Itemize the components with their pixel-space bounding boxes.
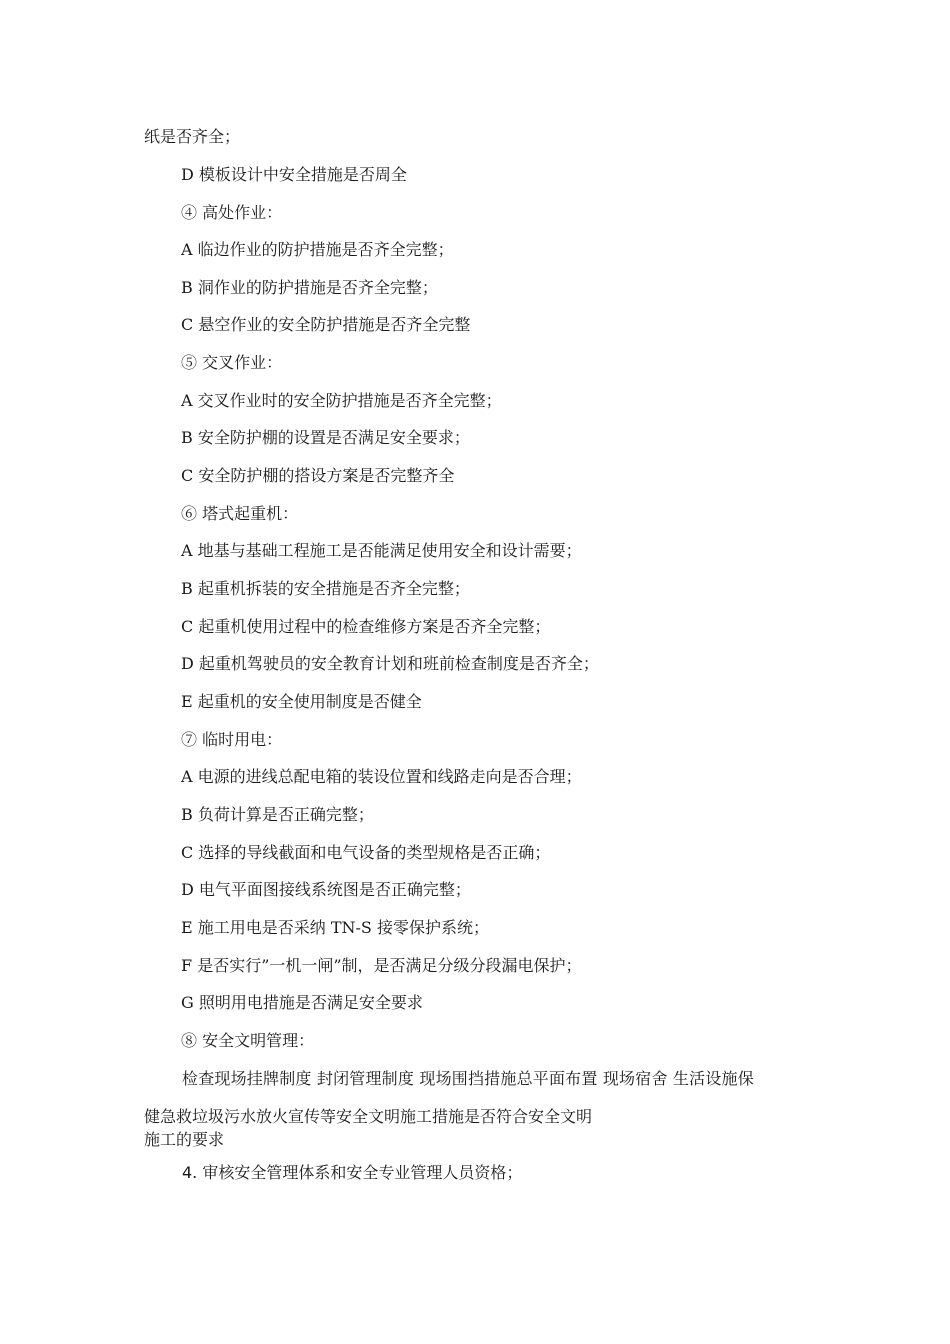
numbered-heading (182, 1163, 522, 1183)
text-line: A 电源的进线总配电箱的装设位置和线路走向是否合理； (181, 767, 582, 786)
text-line: C 悬空作业的安全防护措施是否齐全完整 (181, 315, 471, 334)
section-heading: ⑦ 临时用电： (181, 730, 283, 749)
text-line: 施工的要求 (144, 1130, 225, 1149)
text-line: C 起重机使用过程中的检查维修方案是否齐全完整； (181, 617, 551, 636)
section-heading: ⑤ 交叉作业： (181, 353, 283, 372)
text-line: C 选择的导线截面和电气设备的类型规格是否正确； (181, 843, 551, 862)
text-line: E 施工用电是否采纳 TN-S 接零保护系统； (181, 918, 489, 937)
section-heading: ④ 高处作业： (181, 203, 283, 222)
text-line: A 地基与基础工程施工是否能满足使用安全和设计需要； (181, 541, 582, 560)
section-heading: ⑥ 塔式起重机： (181, 504, 299, 523)
text-line: 健急救垃圾污水放火宣传等安全文明施工措施是否符合安全文明 (144, 1107, 593, 1126)
text-line: 纸是否齐全； (144, 127, 241, 146)
text-line: A 交叉作业时的安全防护措施是否齐全完整； (181, 391, 502, 410)
section-heading: ⑧ 安全文明管理： (181, 1031, 315, 1050)
text-line: F 是否实行”一机一闸”制，是否满足分级分段漏电保护； (181, 956, 582, 975)
text-line: D 起重机驾驶员的安全教育计划和班前检查制度是否齐全； (181, 654, 599, 673)
text-line: 检查现场挂牌制度 封闭管理制度 现场围挡措施总平面布置 现场宿舍 生活设施保 (182, 1069, 754, 1088)
text-line: D 电气平面图接线系统图是否正确完整； (181, 880, 471, 899)
heading-text: 审核安全管理体系和安全专业管理人员资格； (197, 1163, 523, 1182)
text-line: E 起重机的安全使用制度是否健全 (181, 692, 422, 711)
text-line: C 安全防护棚的搭设方案是否完整齐全 (181, 466, 455, 485)
text-line: A 临边作业的防护措施是否齐全完整； (181, 240, 454, 259)
text-line: G 照明用电措施是否满足安全要求 (181, 993, 423, 1012)
text-line: B 负荷计算是否正确完整； (181, 805, 374, 824)
text-line: B 起重机拆装的安全措施是否齐全完整； (181, 579, 470, 598)
heading-number: 4. (182, 1163, 198, 1182)
text-line: B 安全防护棚的设置是否满足安全要求； (181, 428, 470, 447)
text-line: D 模板设计中安全措施是否周全 (181, 165, 407, 184)
text-line: B 洞作业的防护措施是否齐全完整； (181, 278, 438, 297)
